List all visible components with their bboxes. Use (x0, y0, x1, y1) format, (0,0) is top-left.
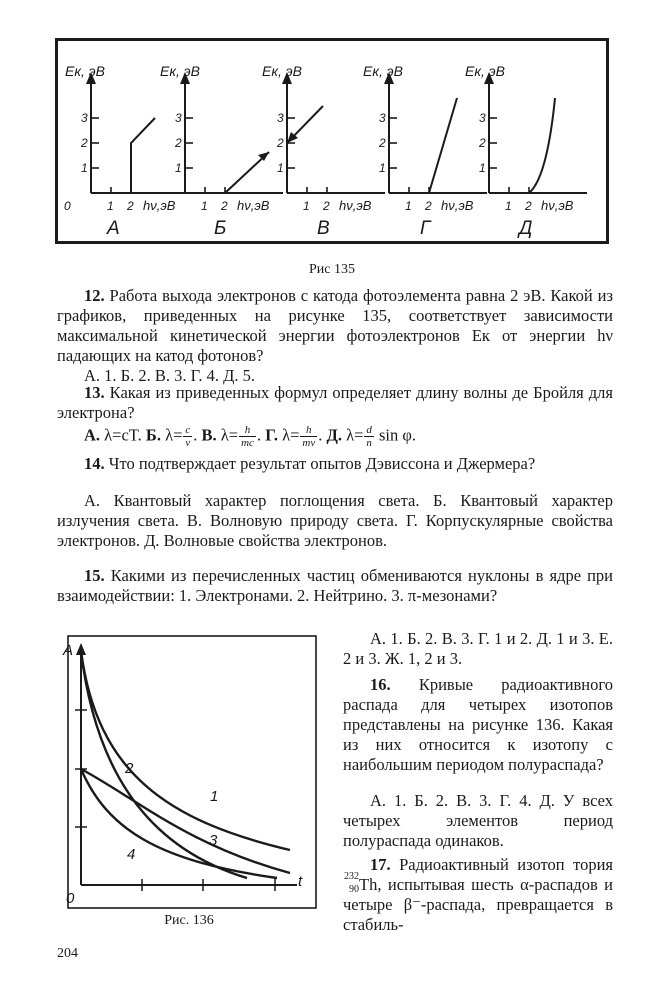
formula-d-lhs: λ= (282, 425, 300, 445)
panel-b-axes (185, 80, 283, 193)
panel-letter-d: Д (519, 218, 533, 239)
y-tick-3: 3 (81, 111, 88, 125)
curve-label-4: 4 (127, 846, 136, 863)
panel-a-x-label: hν,эВ (143, 198, 176, 213)
formula-e-fraction: $\frac{d}{n}$ (366, 424, 372, 449)
figure-135-caption: Рис 135 (309, 262, 355, 277)
x-tick-1: 1 (201, 199, 208, 213)
figure-136-caption: Рис. 136 (164, 913, 214, 928)
figure-136-graph (57, 633, 319, 911)
y-tick-3: 3 (479, 111, 486, 125)
question-15-number: 15. (84, 566, 105, 585)
panel-v-axes (287, 80, 385, 193)
y-tick-1: 1 (175, 161, 182, 175)
y-tick-2: 2 (81, 136, 88, 150)
question-14-answers-block (57, 491, 613, 551)
question-14-number: 14. (84, 454, 105, 473)
formula-c-fraction: $\frac{h}{mc}$ (241, 424, 254, 449)
formula-e-lhs: λ= (346, 425, 364, 445)
x-axis-label: t (298, 873, 303, 890)
question-12-text: Работа выхода электронов с катода фотоэлемента равна 2 эВ. Какой из графиков, приведенных на рисунке 135, соответствует зависимости максимальной кинетической энергии фотоэлектронов Eк от энергии hν падающих на катод фотонов? (57, 286, 613, 365)
panel-b-x-label: hν,эВ (237, 198, 270, 213)
y-axis-label: A (63, 642, 74, 659)
mass-number: 232 (344, 871, 359, 882)
panel-v-x-label: hν,эВ (339, 198, 372, 213)
y-axis-arrow (76, 643, 86, 655)
question-15-text: Какими из перечисленных частиц обмениваются нуклоны в ядре при взаимодействии: 1. Электронами. 2. Нейтрино. 3. π-мезонами? (57, 566, 613, 605)
panel-g-x-label: hν,эВ (441, 198, 474, 213)
formula-b-fraction: $\frac{c}{\nu}$ (185, 424, 191, 449)
y-tick-1: 1 (479, 161, 486, 175)
element-symbol: Th (359, 875, 378, 894)
panel-g-y-label: Eк, эВ (363, 63, 403, 79)
curve-label-3: 3 (209, 832, 218, 849)
question-13-number: 13. (84, 383, 105, 402)
x-tick-2: 2 (127, 199, 134, 213)
question-16-text: Кривые радиоактивного распада для четырех изотопов представлены на рисунке 136. Какая из них относится к изотопу с наибольшим периодом полураспада? (343, 675, 613, 774)
figure-135-graphs (55, 38, 609, 244)
question-16-answers-block (343, 791, 613, 851)
y-tick-3: 3 (175, 111, 182, 125)
panel-letter-v: В (317, 218, 330, 239)
figure-136 (57, 633, 319, 911)
graph-g-line (429, 98, 457, 193)
question-13 (57, 383, 613, 423)
panel-d-x-label: hν,эВ (541, 198, 574, 213)
x-tick-1: 1 (505, 199, 512, 213)
question-13-text: Какая из приведенных формул определяет длину волны де Бройля для электрона? (57, 383, 614, 422)
curve-2 (81, 651, 247, 878)
question-16 (343, 675, 613, 775)
y-tick-1: 1 (379, 161, 386, 175)
y-tick-1: 1 (81, 161, 88, 175)
page-number: 204 (57, 946, 78, 961)
x-tick-1: 1 (107, 199, 114, 213)
origin-label: 0 (64, 199, 71, 213)
question-12-number: 12. (84, 286, 105, 305)
question-14-answers: А. Квантовый характер поглощения света. Б. Квантовый характер излучения света. В. Волновую природу света. Г. Корпускулярные свойства электронов. Д. Волновые свойства электронов. (57, 491, 613, 550)
curve-label-1: 1 (210, 788, 219, 805)
y-tick-1: 1 (277, 161, 284, 175)
x-tick-1: 1 (405, 199, 412, 213)
y-tick-2: 2 (379, 136, 386, 150)
y-tick-2: 2 (479, 136, 486, 150)
panel-a-y-label: Eк, эВ (65, 63, 105, 79)
panel-d-y-label: Eк, эВ (465, 63, 505, 79)
graph-a-line (131, 118, 155, 193)
figure-135 (55, 38, 609, 244)
panel-g-axes (389, 80, 487, 193)
y-tick-3: 3 (277, 111, 284, 125)
x-tick-1: 1 (303, 199, 310, 213)
y-tick-2: 2 (277, 136, 284, 150)
panel-letter-b: Б (214, 218, 227, 239)
question-15-answers: А. 1. Б. 2. В. 3. Г. 1 и 2. Д. 1 и 3. Е. 2 и 3. Ж. 1, 2 и 3. (343, 629, 613, 668)
x-tick-2: 2 (221, 199, 228, 213)
graph-d-curve (529, 98, 555, 193)
curve-1 (81, 651, 290, 850)
question-16-answers: А. 1. Б. 2. В. 3. Г. 4. Д. У всех четырех элементов период полураспада одинаков. (343, 791, 613, 850)
panel-b-y-label: Eк, эВ (160, 63, 200, 79)
question-12 (57, 286, 613, 386)
x-tick-2: 2 (323, 199, 330, 213)
thorium-nuclide-indices (343, 871, 359, 895)
question-16-number: 16. (370, 675, 391, 694)
curve-label-2: 2 (125, 760, 134, 777)
formula-e-sin: sin φ. (379, 425, 417, 445)
atomic-number: 90 (349, 884, 359, 895)
formula-c-lhs: λ= (220, 425, 239, 445)
question-14 (57, 454, 613, 474)
y-tick-2: 2 (175, 136, 182, 150)
question-15 (57, 566, 613, 606)
question-17 (343, 855, 613, 935)
panel-v-y-label: Eк, эВ (262, 63, 302, 79)
panel-letter-g: Г (420, 218, 431, 239)
formula-d-fraction: $\frac{h}{mv}$ (302, 424, 316, 449)
question-14-text: Что подтверждает результат опытов Дэвиссона и Джермера? (108, 454, 536, 473)
question-12-answers: А. 1. Б. 2. В. 3. Г. 4. Д. 5. (84, 366, 255, 385)
origin-label: 0 (66, 890, 75, 907)
question-17-text-pre: Радиоактивный изотоп тория (399, 855, 614, 874)
y-tick-3: 3 (379, 111, 386, 125)
formula-b-lhs: λ= (165, 425, 183, 445)
question-17-text-post: , испытывая шесть α-распадов и четыре β⁻-распада, превращается в стабиль- (343, 875, 613, 934)
question-15-answers-block (343, 629, 613, 669)
figure-136-frame (68, 636, 316, 908)
question-17-number: 17. (370, 855, 391, 874)
x-tick-2: 2 (525, 199, 532, 213)
panel-d-axes (489, 80, 587, 193)
panel-letter-a: А (107, 218, 120, 239)
formula-a: λ=cT. (104, 425, 142, 445)
question-13-answers: А. λ=cT. Б. λ= $\frac{c}{\nu}$ . В. λ= $\frac{h}{mc}$ . Г. λ= $\frac{h}{mv}$ . Д. λ= $\frac{d}{n}$ sin φ. (84, 424, 417, 449)
x-tick-2: 2 (425, 199, 432, 213)
